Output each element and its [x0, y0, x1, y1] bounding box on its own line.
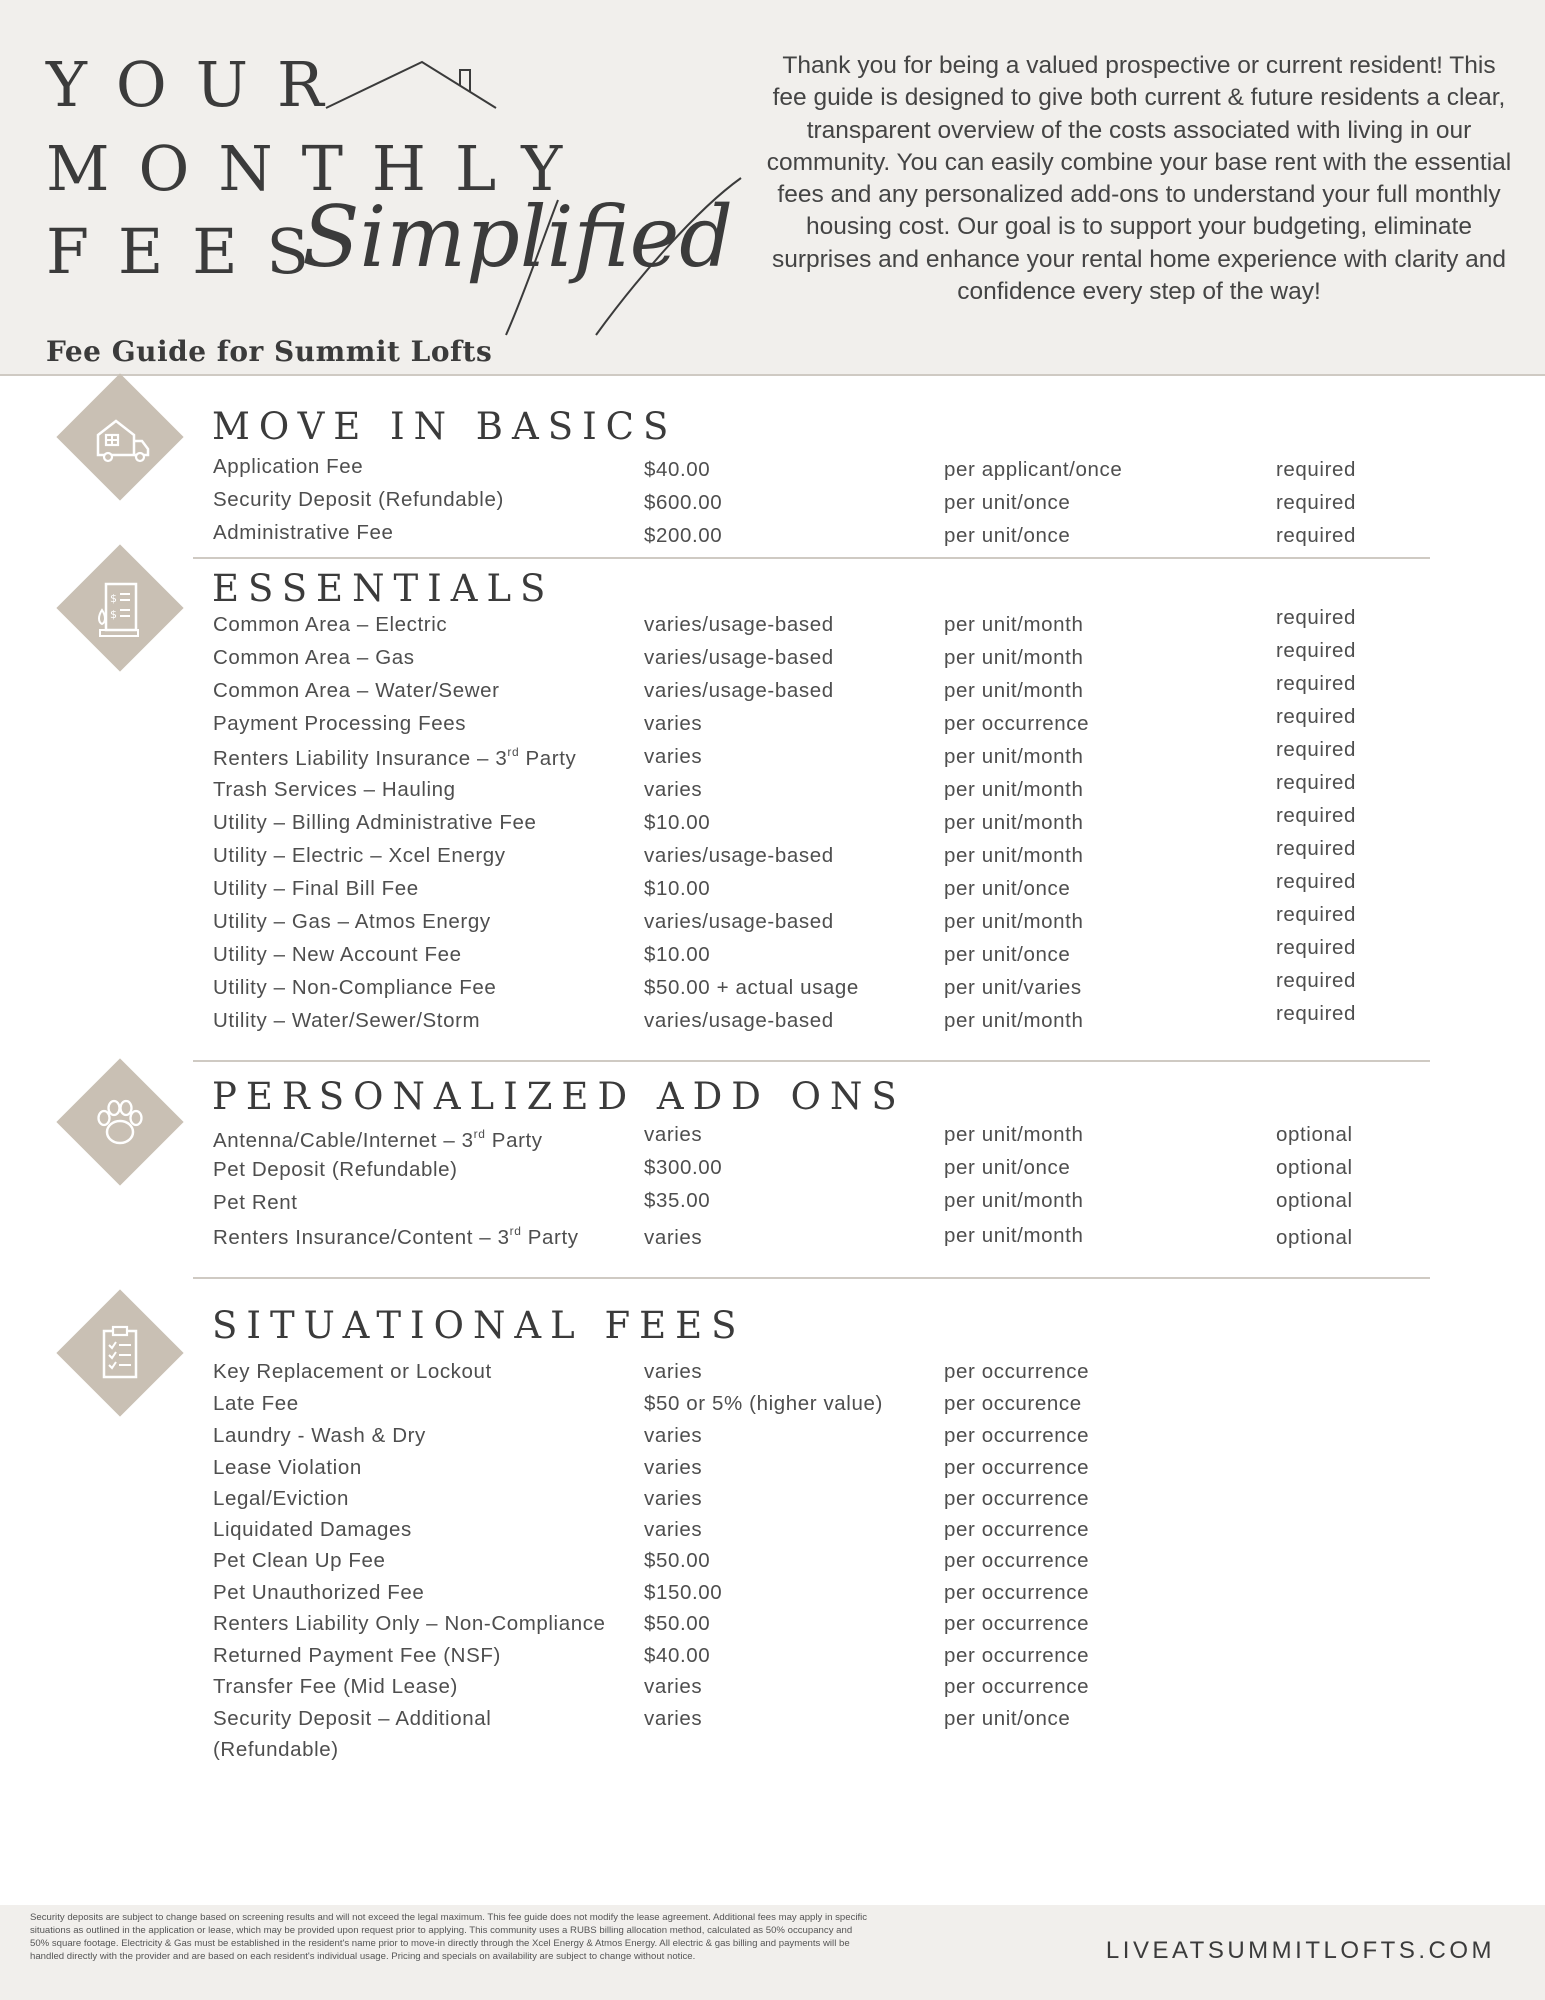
footer-fine-print: Security deposits are subject to change based on screening results and will not exceed the legal maximum. This fee guide does not modify the lease agreement. Additional fees may apply in specific situations as outlined in the application or lease, which may be provided upon request prior to applying. This community uses a RUBS billing allocation method, calculated as 50% occupancy and 50% square footage. Electricity & Gas must be established in the resident's name prior to move-in directly through the Xcel Energy & Atmos Energy. All electric & gas billing and payments will be handled directly with the provider and are based on each resident's individual usage. Pricing and specials on availability are subject to change without notice.	[30, 1912, 868, 1962]
fee-frequency: per occurrence	[944, 1612, 1090, 1635]
section-title-move-in-basics: MOVE IN BASICS	[212, 405, 678, 448]
fee-frequency: per unit/once	[944, 1156, 1071, 1179]
fee-row-continuation	[0, 1738, 1545, 1768]
fee-requirement: optional	[1276, 1189, 1353, 1212]
section-divider	[193, 557, 1430, 559]
fee-requirement: optional	[1276, 1226, 1353, 1249]
fee-frequency: per occurrence	[944, 1424, 1090, 1447]
footer-bar	[0, 1905, 1545, 2000]
fee-row	[0, 1487, 1545, 1517]
fee-frequency: per occurrence	[944, 1675, 1090, 1698]
fee-frequency: per occurrence	[944, 1518, 1090, 1541]
fee-guide-subtitle: Fee Guide for Summit Lofts	[46, 335, 493, 368]
fee-row	[0, 606, 1545, 642]
fee-frequency: per unit/month	[944, 778, 1084, 801]
fee-row	[0, 738, 1545, 774]
fee-name: Pet Deposit (Refundable)	[213, 1158, 458, 1181]
fee-frequency: per occurrence	[944, 1644, 1090, 1667]
section-title-personalized-add-ons: PERSONALIZED ADD ONS	[212, 1075, 906, 1118]
fee-row	[0, 488, 1545, 518]
fee-row	[0, 1581, 1545, 1611]
fee-row	[0, 1125, 1545, 1155]
fee-name: Legal/Eviction	[213, 1487, 350, 1510]
fee-name: Late Fee	[213, 1392, 299, 1415]
fee-name: Laundry - Wash & Dry	[213, 1424, 426, 1447]
fee-row	[0, 1002, 1545, 1038]
fee-row	[0, 1158, 1545, 1188]
fee-frequency: per occurrence	[944, 712, 1090, 735]
fee-name: Utility – Gas – Atmos Energy	[213, 910, 491, 933]
fee-name: Utility – Final Bill Fee	[213, 877, 419, 900]
fee-requirement: required	[1276, 936, 1357, 959]
fee-frequency: per unit/once	[944, 524, 1071, 547]
fee-name: Renters Liability Insurance – 3rd Party	[213, 745, 577, 770]
fee-frequency: per unit/varies	[944, 976, 1082, 999]
fee-amount: varies	[644, 1518, 703, 1541]
fee-frequency: per unit/once	[944, 1707, 1071, 1730]
fee-name-continuation: (Refundable)	[213, 1738, 339, 1761]
fee-name: Liquidated Damages	[213, 1518, 412, 1541]
fee-frequency: per unit/once	[944, 877, 1071, 900]
fee-name: Pet Rent	[213, 1191, 298, 1214]
fee-requirement: required	[1276, 524, 1357, 547]
fee-requirement: required	[1276, 903, 1357, 926]
svg-text:$: $	[110, 592, 117, 605]
fee-amount: varies	[644, 1707, 703, 1730]
fee-requirement: optional	[1276, 1123, 1353, 1146]
fee-name: Utility – Water/Sewer/Storm	[213, 1009, 481, 1032]
fee-amount: varies/usage-based	[644, 646, 834, 669]
svg-text:$: $	[110, 608, 117, 621]
fee-name: Common Area – Electric	[213, 613, 448, 636]
fee-requirement: required	[1276, 705, 1357, 728]
fee-frequency: per unit/month	[944, 910, 1084, 933]
fee-requirement: required	[1276, 1002, 1357, 1025]
fee-amount: $150.00	[644, 1581, 723, 1604]
fee-amount: varies	[644, 1487, 703, 1510]
fee-frequency: per unit/month	[944, 613, 1084, 636]
fee-frequency: per unit/month	[944, 1009, 1084, 1032]
fee-name: Trash Services – Hauling	[213, 778, 456, 801]
fee-name: Antenna/Cable/Internet – 3rd Party	[213, 1127, 543, 1152]
fee-requirement: optional	[1276, 1156, 1353, 1179]
fee-amount: varies/usage-based	[644, 1009, 834, 1032]
title-line-fees: FEES	[46, 215, 339, 288]
fee-frequency: per applicant/once	[944, 458, 1123, 481]
fee-requirement: required	[1276, 639, 1357, 662]
fee-amount: $10.00	[644, 811, 711, 834]
fee-amount: $40.00	[644, 1644, 711, 1667]
fee-name: Security Deposit (Refundable)	[213, 488, 504, 511]
fee-row	[0, 705, 1545, 741]
fee-amount: varies	[644, 745, 703, 768]
fee-amount: varies	[644, 712, 703, 735]
fee-row	[0, 1707, 1545, 1737]
fee-amount: $200.00	[644, 524, 723, 547]
title-line-monthly: MONTHLY	[46, 132, 592, 205]
fee-frequency: per unit/once	[944, 943, 1071, 966]
fee-row	[0, 870, 1545, 906]
fee-row	[0, 903, 1545, 939]
fee-name: Payment Processing Fees	[213, 712, 467, 735]
fee-name: Common Area – Water/Sewer	[213, 679, 500, 702]
fee-amount: $50.00 + actual usage	[644, 976, 859, 999]
section-title-situational-fees: SITUATIONAL FEES	[212, 1304, 746, 1347]
fee-row	[0, 1456, 1545, 1486]
fee-frequency: per unit/month	[944, 745, 1084, 768]
fee-name: Utility – Electric – Xcel Energy	[213, 844, 506, 867]
fee-row	[0, 1518, 1545, 1548]
fee-amount: $10.00	[644, 943, 711, 966]
fee-frequency: per unit/month	[944, 679, 1084, 702]
fee-row	[0, 1392, 1545, 1422]
fee-name: Utility – Non-Compliance Fee	[213, 976, 497, 999]
fee-requirement: required	[1276, 969, 1357, 992]
fee-row	[0, 455, 1545, 485]
fee-amount: $50.00	[644, 1612, 711, 1635]
fee-frequency: per occurrence	[944, 1581, 1090, 1604]
fee-row	[0, 1612, 1545, 1642]
fee-frequency: per unit/month	[944, 811, 1084, 834]
fee-row	[0, 1424, 1545, 1454]
fee-amount: varies	[644, 778, 703, 801]
fee-name: Renters Insurance/Content – 3rd Party	[213, 1224, 579, 1249]
fee-frequency: per occurrence	[944, 1360, 1090, 1383]
fee-name: Returned Payment Fee (NSF)	[213, 1644, 501, 1667]
fee-frequency: per unit/once	[944, 491, 1071, 514]
fee-requirement: required	[1276, 804, 1357, 827]
fee-amount: varies	[644, 1675, 703, 1698]
fee-name: Security Deposit – Additional	[213, 1707, 492, 1730]
fee-frequency: per occurence	[944, 1392, 1082, 1415]
fee-amount: varies	[644, 1226, 703, 1249]
fee-name: Pet Clean Up Fee	[213, 1549, 386, 1572]
script-title-text: Simplified	[302, 188, 734, 286]
fee-amount: $10.00	[644, 877, 711, 900]
fee-amount: varies	[644, 1360, 703, 1383]
fee-requirement: required	[1276, 771, 1357, 794]
fee-row	[0, 1224, 1545, 1254]
fee-frequency: per occurrence	[944, 1456, 1090, 1479]
fee-amount: $300.00	[644, 1156, 723, 1179]
fee-requirement: required	[1276, 491, 1357, 514]
fee-amount: $40.00	[644, 458, 711, 481]
fee-frequency: per unit/month	[944, 1224, 1084, 1247]
fee-row	[0, 639, 1545, 675]
fee-requirement: required	[1276, 458, 1357, 481]
fee-frequency: per unit/month	[944, 844, 1084, 867]
title-line-your: YOUR	[46, 48, 353, 121]
fee-name: Administrative Fee	[213, 521, 394, 544]
fee-frequency: per unit/month	[944, 1123, 1084, 1146]
fee-amount: varies/usage-based	[644, 679, 834, 702]
fee-requirement: required	[1276, 606, 1357, 629]
fee-row	[0, 672, 1545, 708]
fee-requirement: required	[1276, 738, 1357, 761]
fee-frequency: per occurrence	[944, 1549, 1090, 1572]
header-banner	[0, 0, 1545, 376]
fee-row	[0, 1549, 1545, 1579]
fee-amount: varies/usage-based	[644, 844, 834, 867]
fee-amount: varies	[644, 1456, 703, 1479]
fee-row	[0, 1644, 1545, 1674]
fee-row	[0, 837, 1545, 873]
fee-amount: varies	[644, 1123, 703, 1146]
fee-name: Common Area – Gas	[213, 646, 415, 669]
roof-line-icon	[322, 56, 502, 116]
fee-row	[0, 969, 1545, 1005]
intro-paragraph: Thank you for being a valued prospective or current resident! This fee guide is designed to give both current & future residents a clear, transparent overview of the costs associated with living in our community. You can easily combine your base rent with the essential fees and any personalized add-ons to understand your full monthly housing cost. Our goal is to support your budgeting, eliminate surprises and enhance your rental home experience with clarity and confidence every step of the way!	[766, 52, 1512, 306]
fee-amount: $50 or 5% (higher value)	[644, 1392, 883, 1415]
fee-name: Key Replacement or Lockout	[213, 1360, 492, 1383]
fee-name: Pet Unauthorized Fee	[213, 1581, 425, 1604]
section-divider	[193, 1277, 1430, 1279]
fee-frequency: per occurrence	[944, 1487, 1090, 1510]
fee-amount: varies/usage-based	[644, 910, 834, 933]
fee-amount: $50.00	[644, 1549, 711, 1572]
script-title-simplified	[296, 170, 756, 340]
fee-amount: varies/usage-based	[644, 613, 834, 636]
fee-row	[0, 771, 1545, 807]
fee-name: Application Fee	[213, 455, 364, 478]
fee-frequency: per unit/month	[944, 646, 1084, 669]
section-divider	[193, 1060, 1430, 1062]
fee-row	[0, 936, 1545, 972]
fee-name: Renters Liability Only – Non-Compliance	[213, 1612, 606, 1635]
fee-name: Transfer Fee (Mid Lease)	[213, 1675, 458, 1698]
fee-name: Utility – Billing Administrative Fee	[213, 811, 537, 834]
fee-name: Lease Violation	[213, 1456, 362, 1479]
fee-requirement: required	[1276, 672, 1357, 695]
fee-requirement: required	[1276, 870, 1357, 893]
fee-name: Utility – New Account Fee	[213, 943, 462, 966]
fee-row	[0, 1191, 1545, 1221]
fee-amount: $600.00	[644, 491, 723, 514]
fee-row	[0, 1360, 1545, 1390]
section-title-essentials: ESSENTIALS	[212, 567, 555, 610]
fee-row	[0, 804, 1545, 840]
fee-frequency: per unit/month	[944, 1189, 1084, 1212]
fee-amount: varies	[644, 1424, 703, 1447]
fee-row	[0, 1675, 1545, 1705]
website-link[interactable]: LIVEATSUMMITLOFTS.COM	[1105, 1937, 1495, 1964]
fee-row	[0, 521, 1545, 551]
fee-requirement: required	[1276, 837, 1357, 860]
fee-amount: $35.00	[644, 1189, 711, 1212]
